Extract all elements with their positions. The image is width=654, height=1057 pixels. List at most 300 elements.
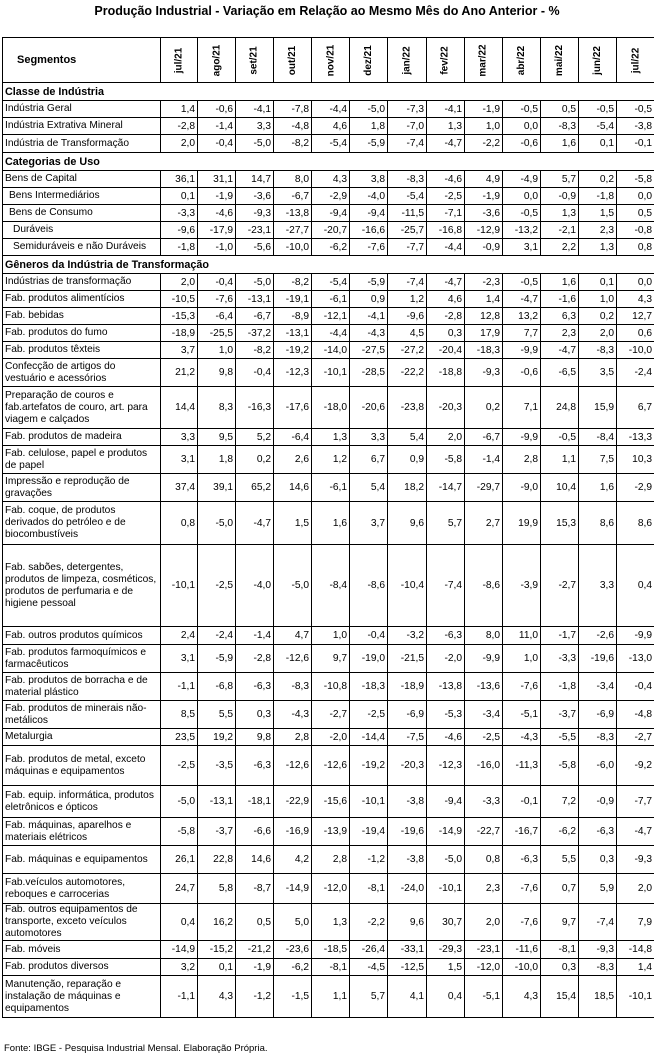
table-row <box>3 786 654 818</box>
value-cell: 1,0 <box>465 118 503 135</box>
value-cell: -4,9 <box>503 171 541 188</box>
value-cell: -9,4 <box>350 205 388 222</box>
month-header-label: set/21 <box>248 45 260 75</box>
segment-label: Fab. outros equipamentos de transporte, exceto veículos automotores <box>3 904 161 941</box>
value-cell: -7,6 <box>503 874 541 904</box>
table-row <box>3 222 654 239</box>
value-cell: -1,9 <box>198 188 236 205</box>
value-cell: -5,0 <box>236 135 274 153</box>
value-cell: -2,0 <box>427 645 465 673</box>
value-cell: -37,2 <box>236 325 274 342</box>
value-cell: -9,6 <box>388 308 427 325</box>
value-cell: -14,9 <box>274 874 312 904</box>
value-cell: -12,0 <box>465 959 503 976</box>
value-cell: -0,5 <box>503 205 541 222</box>
value-cell: -20,7 <box>312 222 350 239</box>
value-cell: 0,1 <box>579 274 617 291</box>
value-cell: 4,7 <box>274 627 312 645</box>
value-cell: 2,2 <box>541 239 579 256</box>
value-cell: 0,9 <box>388 446 427 474</box>
value-cell: 9,8 <box>198 359 236 387</box>
table-row <box>3 673 654 701</box>
segment-label: Fab. produtos de minerais não-metálicos <box>3 701 161 729</box>
table-row <box>3 291 654 308</box>
value-cell: -0,5 <box>503 274 541 291</box>
value-cell: -8,6 <box>350 545 388 627</box>
value-cell: -8,3 <box>579 959 617 976</box>
value-cell: 14,6 <box>236 846 274 874</box>
value-cell: -7,6 <box>198 291 236 308</box>
value-cell: -2,5 <box>198 545 236 627</box>
value-cell: 0,1 <box>198 959 236 976</box>
value-cell: -8,2 <box>274 274 312 291</box>
value-cell: -19,4 <box>350 818 388 846</box>
value-cell: -13,8 <box>427 673 465 701</box>
value-cell: 2,3 <box>541 325 579 342</box>
value-cell: -6,9 <box>579 701 617 729</box>
value-cell: -1,8 <box>541 673 579 701</box>
value-cell: -4,3 <box>274 701 312 729</box>
value-cell: -5,0 <box>427 846 465 874</box>
value-cell: 9,7 <box>312 645 350 673</box>
value-cell: -4,4 <box>312 325 350 342</box>
value-cell: -16,3 <box>236 387 274 429</box>
value-cell: -19,2 <box>350 746 388 786</box>
segment-label: Indústrias de transformação <box>3 274 161 291</box>
value-cell: 4,3 <box>503 976 541 1018</box>
value-cell: -16,7 <box>503 818 541 846</box>
value-cell: -13,2 <box>503 222 541 239</box>
value-cell: -6,7 <box>465 429 503 446</box>
value-cell: -26,4 <box>350 941 388 959</box>
value-cell: -5,9 <box>350 135 388 153</box>
value-cell: -5,6 <box>236 239 274 256</box>
value-cell: 0,7 <box>541 874 579 904</box>
value-cell: -6,1 <box>312 291 350 308</box>
value-cell: -16,6 <box>350 222 388 239</box>
value-cell: -10,8 <box>312 673 350 701</box>
value-cell: -12,6 <box>274 645 312 673</box>
value-cell: 2,8 <box>274 729 312 746</box>
value-cell: -7,1 <box>427 205 465 222</box>
value-cell: 1,6 <box>541 135 579 153</box>
value-cell: 3,3 <box>161 429 198 446</box>
value-cell: 0,4 <box>161 904 198 941</box>
value-cell: 0,2 <box>579 171 617 188</box>
value-cell: 1,4 <box>161 101 198 118</box>
value-cell: -3,3 <box>465 786 503 818</box>
value-cell: -7,4 <box>388 135 427 153</box>
value-cell: -0,1 <box>617 135 654 153</box>
segment-label: Fab. equip. informática, produtos eletrônicos e ópticos <box>3 786 161 818</box>
value-cell: 0,3 <box>427 325 465 342</box>
value-cell: 2,3 <box>579 222 617 239</box>
value-cell: -1,9 <box>465 101 503 118</box>
value-cell: 26,1 <box>161 846 198 874</box>
value-cell: -8,6 <box>465 545 503 627</box>
value-cell: -6,1 <box>312 474 350 502</box>
value-cell: -7,4 <box>579 904 617 941</box>
value-cell: 3,1 <box>503 239 541 256</box>
value-cell: -2,9 <box>617 474 654 502</box>
value-cell: -0,1 <box>503 786 541 818</box>
category-label: Gêneros da Indústria de Transformação <box>3 256 654 274</box>
value-cell: -7,6 <box>350 239 388 256</box>
value-cell: -0,5 <box>579 101 617 118</box>
value-cell: -19,0 <box>350 645 388 673</box>
value-cell: -4,7 <box>427 274 465 291</box>
value-cell: -18,3 <box>465 342 503 359</box>
month-header-label: out/21 <box>286 45 298 75</box>
table-row <box>3 429 654 446</box>
segment-label: Fab. móveis <box>3 941 161 959</box>
table-body <box>3 83 654 1018</box>
value-cell: -12,3 <box>427 746 465 786</box>
segment-label: Bens Intermediários <box>3 188 161 205</box>
value-cell: -2,0 <box>312 729 350 746</box>
value-cell: 4,5 <box>388 325 427 342</box>
segment-label: Fab. máquinas e equipamentos <box>3 846 161 874</box>
value-cell: -7,4 <box>427 545 465 627</box>
value-cell: 4,3 <box>312 171 350 188</box>
segment-label: Fab. bebidas <box>3 308 161 325</box>
value-cell: -18,3 <box>350 673 388 701</box>
value-cell: -4,1 <box>427 101 465 118</box>
value-cell: 1,5 <box>579 205 617 222</box>
table-row <box>3 274 654 291</box>
value-cell: 3,5 <box>579 359 617 387</box>
value-cell: 22,8 <box>198 846 236 874</box>
month-header <box>274 38 312 83</box>
table-row <box>3 387 654 429</box>
value-cell: -0,6 <box>503 359 541 387</box>
value-cell: 1,6 <box>312 502 350 545</box>
value-cell: 1,3 <box>427 118 465 135</box>
segment-label: Bens de Capital <box>3 171 161 188</box>
value-cell: -2,5 <box>161 746 198 786</box>
value-cell: -10,0 <box>617 342 654 359</box>
value-cell: -19,2 <box>274 342 312 359</box>
segment-label: Indústria Extrativa Mineral <box>3 118 161 135</box>
value-cell: 1,3 <box>312 429 350 446</box>
value-cell: 1,3 <box>541 205 579 222</box>
value-cell: 21,2 <box>161 359 198 387</box>
value-cell: -15,2 <box>198 941 236 959</box>
value-cell: -4,0 <box>236 545 274 627</box>
value-cell: -2,2 <box>350 904 388 941</box>
value-cell: -6,2 <box>541 818 579 846</box>
value-cell: 7,5 <box>579 446 617 474</box>
value-cell: -12,9 <box>465 222 503 239</box>
table-row <box>3 359 654 387</box>
value-cell: -0,4 <box>350 627 388 645</box>
value-cell: -8,3 <box>541 118 579 135</box>
value-cell: 8,3 <box>198 387 236 429</box>
segment-label: Fab. celulose, papel e produtos de papel <box>3 446 161 474</box>
value-cell: -8,2 <box>236 342 274 359</box>
value-cell: -15,6 <box>312 786 350 818</box>
value-cell: -18,0 <box>312 387 350 429</box>
value-cell: -8,4 <box>312 545 350 627</box>
value-cell: -9,9 <box>465 645 503 673</box>
value-cell: -8,3 <box>274 673 312 701</box>
value-cell: 1,6 <box>541 274 579 291</box>
value-cell: 5,7 <box>427 502 465 545</box>
month-header <box>617 38 654 83</box>
value-cell: 0,0 <box>617 274 654 291</box>
value-cell: -22,7 <box>465 818 503 846</box>
value-cell: -13,9 <box>312 818 350 846</box>
value-cell: -3,7 <box>198 818 236 846</box>
month-header-label: abr/22 <box>516 45 527 75</box>
value-cell: -15,3 <box>161 308 198 325</box>
value-cell: -10,1 <box>350 786 388 818</box>
value-cell: 5,7 <box>541 171 579 188</box>
segment-label: Fab. produtos diversos <box>3 959 161 976</box>
value-cell: -4,7 <box>541 342 579 359</box>
value-cell: -17,6 <box>274 387 312 429</box>
table-row <box>3 118 654 135</box>
table-row <box>3 729 654 746</box>
value-cell: -2,7 <box>312 701 350 729</box>
value-cell: 0,5 <box>617 205 654 222</box>
table-row <box>3 101 654 118</box>
value-cell: -9,9 <box>503 429 541 446</box>
value-cell: 10,4 <box>541 474 579 502</box>
value-cell: 15,4 <box>541 976 579 1018</box>
value-cell: -7,6 <box>503 673 541 701</box>
value-cell: 10,3 <box>617 446 654 474</box>
table-row <box>3 874 654 904</box>
value-cell: -1,7 <box>541 627 579 645</box>
value-cell: -19,6 <box>388 818 427 846</box>
value-cell: -14,7 <box>427 474 465 502</box>
value-cell: -6,3 <box>427 627 465 645</box>
table-row <box>3 239 654 256</box>
value-cell: 3,8 <box>350 171 388 188</box>
category-row <box>3 153 654 171</box>
value-cell: -7,7 <box>617 786 654 818</box>
value-cell: 37,4 <box>161 474 198 502</box>
value-cell: -3,9 <box>503 545 541 627</box>
value-cell: 1,3 <box>579 239 617 256</box>
value-cell: -6,3 <box>236 673 274 701</box>
table-row <box>3 308 654 325</box>
value-cell: 6,3 <box>541 308 579 325</box>
value-cell: -5,4 <box>388 188 427 205</box>
value-cell: -13,8 <box>274 205 312 222</box>
value-cell: -4,7 <box>427 135 465 153</box>
value-cell: 14,7 <box>236 171 274 188</box>
value-cell: -9,2 <box>617 746 654 786</box>
month-header <box>236 38 274 83</box>
value-cell: 3,3 <box>236 118 274 135</box>
value-cell: -3,8 <box>617 118 654 135</box>
value-cell: 1,0 <box>312 627 350 645</box>
table-row <box>3 135 654 153</box>
value-cell: -19,6 <box>579 645 617 673</box>
value-cell: -12,0 <box>312 874 350 904</box>
value-cell: -14,4 <box>350 729 388 746</box>
value-cell: -5,8 <box>617 171 654 188</box>
month-header <box>161 38 198 83</box>
segment-label: Fab.veículos automotores, reboques e carrocerias <box>3 874 161 904</box>
month-header <box>198 38 236 83</box>
value-cell: 8,6 <box>579 502 617 545</box>
value-cell: 0,0 <box>617 188 654 205</box>
value-cell: -0,9 <box>579 786 617 818</box>
value-cell: 6,7 <box>350 446 388 474</box>
value-cell: -9,3 <box>465 359 503 387</box>
value-cell: -12,6 <box>274 746 312 786</box>
value-cell: -2,3 <box>465 274 503 291</box>
value-cell: 0,2 <box>236 446 274 474</box>
segment-label: Fab. produtos de borracha e de material plástico <box>3 673 161 701</box>
value-cell: -1,6 <box>541 291 579 308</box>
value-cell: 0,1 <box>161 188 198 205</box>
value-cell: -7,0 <box>388 118 427 135</box>
segment-label: Duráveis <box>3 222 161 239</box>
value-cell: -14,9 <box>427 818 465 846</box>
value-cell: -14,8 <box>617 941 654 959</box>
value-cell: 1,2 <box>388 291 427 308</box>
header-row <box>3 38 654 83</box>
value-cell: -2,6 <box>579 627 617 645</box>
value-cell: 5,5 <box>198 701 236 729</box>
value-cell: -7,3 <box>388 101 427 118</box>
segment-label: Bens de Consumo <box>3 205 161 222</box>
value-cell: 24,8 <box>541 387 579 429</box>
value-cell: 0,4 <box>427 976 465 1018</box>
value-cell: -3,4 <box>579 673 617 701</box>
table-row <box>3 904 654 941</box>
value-cell: -7,6 <box>503 904 541 941</box>
segment-label: Fab. sabões, detergentes, produtos de limpeza, cosméticos, produtos de perfumaria e de higiene pessoal <box>3 545 161 627</box>
value-cell: 30,7 <box>427 904 465 941</box>
value-cell: -33,1 <box>388 941 427 959</box>
value-cell: 1,8 <box>350 118 388 135</box>
value-cell: -5,8 <box>541 746 579 786</box>
value-cell: -23,8 <box>388 387 427 429</box>
value-cell: 1,4 <box>465 291 503 308</box>
table-row <box>3 818 654 846</box>
table-row <box>3 545 654 627</box>
value-cell: -8,4 <box>579 429 617 446</box>
value-cell: 1,2 <box>312 446 350 474</box>
value-cell: -8,1 <box>312 959 350 976</box>
value-cell: 12,7 <box>617 308 654 325</box>
value-cell: -3,3 <box>161 205 198 222</box>
segment-label: Impressão e reprodução de gravações <box>3 474 161 502</box>
table-row <box>3 474 654 502</box>
value-cell: -10,5 <box>161 291 198 308</box>
value-cell: -10,0 <box>274 239 312 256</box>
value-cell: -3,5 <box>198 746 236 786</box>
value-cell: 1,0 <box>579 291 617 308</box>
value-cell: -8,3 <box>579 342 617 359</box>
value-cell: -1,4 <box>465 446 503 474</box>
value-cell: -4,7 <box>236 502 274 545</box>
value-cell: 1,8 <box>198 446 236 474</box>
month-header-label: nov/21 <box>325 44 336 76</box>
value-cell: -1,9 <box>236 959 274 976</box>
month-header-label: jul/22 <box>629 47 641 73</box>
value-cell: 5,5 <box>541 846 579 874</box>
value-cell: -1,2 <box>236 976 274 1018</box>
value-cell: -5,0 <box>198 502 236 545</box>
value-cell: 2,8 <box>503 446 541 474</box>
value-cell: 0,4 <box>617 545 654 627</box>
value-cell: 7,7 <box>503 325 541 342</box>
table-row <box>3 446 654 474</box>
category-row <box>3 256 654 274</box>
value-cell: 2,7 <box>465 502 503 545</box>
value-cell: -20,6 <box>350 387 388 429</box>
month-header-label: jun/22 <box>592 45 603 75</box>
value-cell: 14,4 <box>161 387 198 429</box>
value-cell: 5,8 <box>198 874 236 904</box>
value-cell: -9,3 <box>579 941 617 959</box>
value-cell: 16,2 <box>198 904 236 941</box>
value-cell: -0,4 <box>198 274 236 291</box>
value-cell: -9,3 <box>617 846 654 874</box>
value-cell: -6,3 <box>579 818 617 846</box>
value-cell: -2,4 <box>198 627 236 645</box>
segment-column-header: Segmentos <box>3 38 161 83</box>
value-cell: -18,8 <box>427 359 465 387</box>
value-cell: -10,1 <box>161 545 198 627</box>
value-cell: -9,0 <box>503 474 541 502</box>
value-cell: -11,6 <box>503 941 541 959</box>
value-cell: -5,4 <box>312 274 350 291</box>
value-cell: -4,6 <box>427 729 465 746</box>
value-cell: -2,8 <box>161 118 198 135</box>
value-cell: -23,1 <box>465 941 503 959</box>
segment-label: Fab. produtos do fumo <box>3 325 161 342</box>
value-cell: 5,4 <box>388 429 427 446</box>
value-cell: -16,0 <box>465 746 503 786</box>
value-cell: 5,4 <box>350 474 388 502</box>
value-cell: -3,8 <box>388 846 427 874</box>
value-cell: -5,0 <box>350 101 388 118</box>
month-header-label: mar/22 <box>478 43 489 77</box>
value-cell: 3,2 <box>161 959 198 976</box>
value-cell: 13,2 <box>503 308 541 325</box>
segment-label: Indústria Geral <box>3 101 161 118</box>
value-cell: -4,0 <box>350 188 388 205</box>
source-note: Fonte: IBGE - Pesquisa Industrial Mensal. Elaboração Própria. <box>4 1043 268 1054</box>
table-title: Produção Industrial - Variação em Relação ao Mesmo Mês do Ano Anterior - % <box>94 4 560 18</box>
month-header <box>579 38 617 83</box>
value-cell: -7,8 <box>274 101 312 118</box>
value-cell: -13,3 <box>617 429 654 446</box>
value-cell: -2,9 <box>312 188 350 205</box>
value-cell: 9,7 <box>541 904 579 941</box>
segment-label: Fab. produtos de metal, exceto máquinas e equipamentos <box>3 746 161 786</box>
value-cell: -2,5 <box>465 729 503 746</box>
value-cell: 3,7 <box>161 342 198 359</box>
value-cell: -6,0 <box>579 746 617 786</box>
value-cell: -12,3 <box>274 359 312 387</box>
value-cell: 4,6 <box>427 291 465 308</box>
value-cell: -8,3 <box>579 729 617 746</box>
value-cell: -11,3 <box>503 746 541 786</box>
value-cell: -16,9 <box>274 818 312 846</box>
value-cell: 2,3 <box>465 874 503 904</box>
value-cell: -20,3 <box>427 387 465 429</box>
value-cell: -2,7 <box>541 545 579 627</box>
value-cell: -9,9 <box>617 627 654 645</box>
